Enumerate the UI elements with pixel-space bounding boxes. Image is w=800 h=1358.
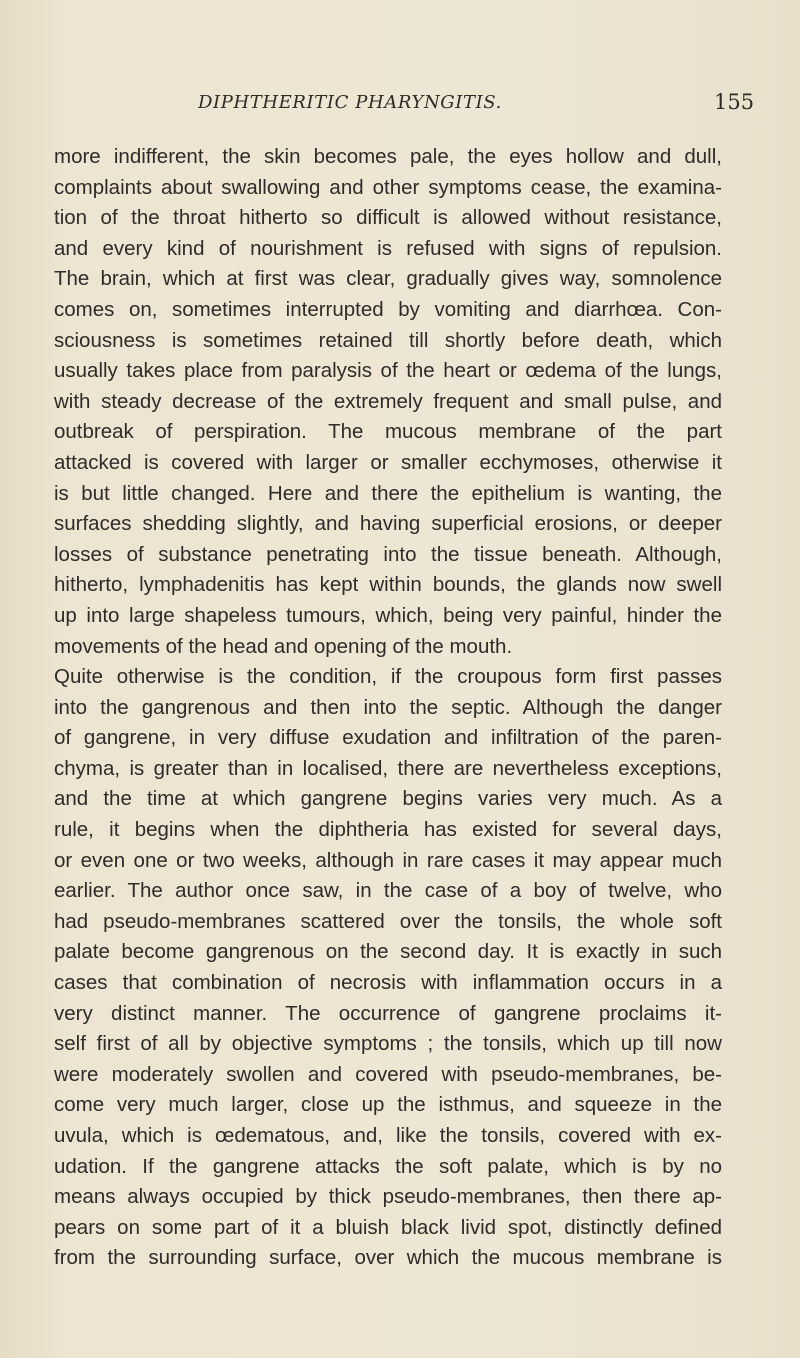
text-line: self first of all by objective symptoms ; the tonsils, which up till now [54,1032,722,1056]
text-line: Quite otherwise is the condition, if the croupous form first passes [54,665,722,689]
text-line: usually takes place from paralysis of the heart or œdema of the lungs, [54,359,722,383]
text-line: of gangrene, in very diffuse exudation and infiltration of the paren- [54,726,722,750]
text-line: rule, it begins when the diphtheria has existed for several days, [54,818,722,842]
text-line: hitherto, lymphadenitis has kept within bounds, the glands now swell [54,573,722,597]
text-line: earlier. The author once saw, in the case of a boy of twelve, who [54,879,722,903]
text-line: cases that combination of necrosis with inflammation occurs in a [54,971,722,995]
running-head [0,92,800,122]
text-line: pears on some part of it a bluish black livid spot, distinctly defined [54,1215,722,1239]
text-line: outbreak of perspiration. The mucous membrane of the part [54,420,722,444]
text-line: more indifferent, the skin becomes pale, the eyes hollow and dull, [54,145,722,168]
text-line: up into large shapeless tumours, which, being very painful, hinder the [54,603,722,627]
text-line: chyma, is greater than in localised, there are nevertheless exceptions, [54,756,722,780]
text-line: or even one or two weeks, although in rare cases it may appear much [54,848,722,872]
text-line: attacked is covered with larger or smaller ecchymoses, otherwise it [54,450,722,474]
text-line: is but little changed. Here and there the epithelium is wanting, the [54,481,722,505]
text-line: complaints about swallowing and other symptoms cease, the examina- [54,175,722,199]
text-line: tion of the throat hitherto so difficult is allowed without resistance, [54,206,722,230]
text-line: uvula, which is œdematous, and, like the tonsils, covered with ex- [54,1124,722,1147]
page-number: 155 [714,90,755,114]
text-line: means always occupied by thick pseudo-membranes, then there ap- [54,1185,722,1209]
text-line: and the time at which gangrene begins varies very much. As a [54,787,722,811]
body-text [54,142,722,1274]
text-line: surfaces shedding slightly, and having superficial erosions, or deeper [54,512,722,536]
text-line: come very much larger, close up the isthmus, and squeeze in the [54,1093,722,1117]
text-line: very distinct manner. The occurrence of gangrene proclaims it- [54,1001,722,1025]
text-line: sciousness is sometimes retained till shortly before death, which [54,328,722,352]
text-line: into the gangrenous and then into the septic. Although the danger [54,695,722,719]
text-line: udation. If the gangrene attacks the soft palate, which is by no [54,1154,722,1178]
text-line: palate become gangrenous on the second day. It is exactly in such [54,940,722,964]
running-title: DIPHTHERITIC PHARYNGITIS. [198,92,502,113]
text-line: with steady decrease of the extremely frequent and small pulse, and [54,389,722,413]
text-line: had pseudo-membranes scattered over the tonsils, the whole soft [54,909,722,933]
text-line: from the surrounding surface, over which the mucous membrane is [54,1246,722,1270]
text-line: The brain, which at first was clear, gradually gives way, somnolence [54,267,722,291]
text-line: comes on, sometimes interrupted by vomiting and diarrhœa. Con- [54,297,722,321]
text-line: movements of the head and opening of the mouth. [54,634,513,658]
text-line: losses of substance penetrating into the tissue beneath. Although, [54,542,722,566]
text-line: and every kind of nourishment is refused with signs of repulsion. [54,236,722,260]
text-line: were moderately swollen and covered with pseudo-membranes, be- [54,1062,722,1086]
